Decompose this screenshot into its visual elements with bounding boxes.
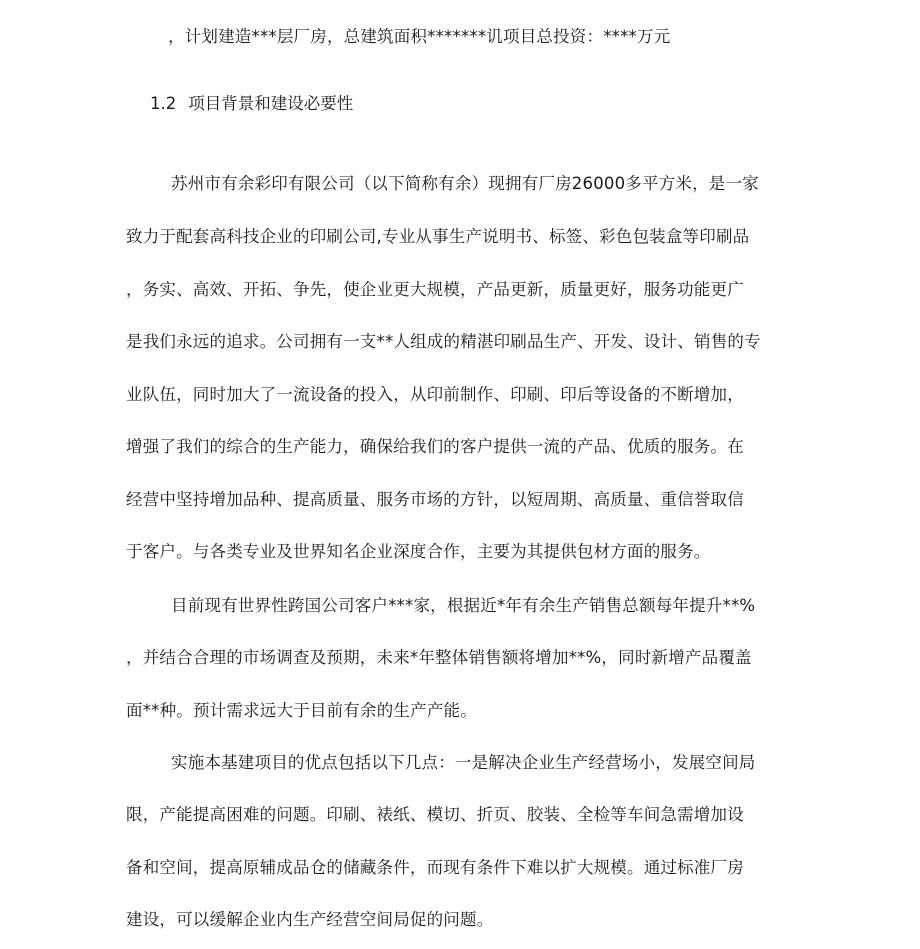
paragraph-1-line-3: ，务实、高效、开拓、争先，使企业更大规模，产品更新，质量更好，服务功能更广: [126, 280, 744, 299]
paragraph-1-line-8: 于客户。与各类专业及世界知名企业深度合作，主要为其提供包材方面的服务。: [126, 542, 711, 561]
paragraph-2-line-3: 面**种。预计需求远大于目前有余的生产产能。: [126, 701, 477, 720]
paragraph-3-line-3: 备和空间，提高原辅成品仓的储藏条件，而现有条件下难以扩大规模。通过标准厂房: [126, 858, 744, 877]
paragraph-1-line-2: 致力于配套高科技企业的印刷公司,专业从事生产说明书、标签、彩色包装盒等印刷品: [126, 227, 750, 246]
paragraph-3-line-2: 限，产能提高困难的问题。印刷、裱纸、模切、折页、胶装、全检等车间急需增加设: [126, 805, 744, 824]
section-heading: [150, 93, 353, 115]
paragraph-1-line-6: 增强了我们的综合的生产能力，确保给我们的客户提供一流的产品、优质的服务。在: [126, 437, 744, 456]
paragraph-3-line-4: 建设，可以缓解企业内生产经营空间局促的问题。: [126, 910, 494, 929]
top-line: ，计划建造***层厂房，总建筑面积*******讥项目总投资：****万元: [168, 27, 671, 46]
paragraph-2-line-2: ，并结合合理的市场调查及预期，未来*年整体销售额将增加**%，同时新增产品覆盖: [126, 648, 752, 667]
paragraph-1-line-4: 是我们永远的追求。公司拥有一支**人组成的精湛印刷品生产、开发、设计、销售的专: [126, 332, 761, 351]
paragraph-1-line-7: 经营中坚持增加品种、提高质量、服务市场的方针，以短周期、高质量、重信誉取信: [126, 490, 744, 509]
paragraph-1-line-1: 苏州市有余彩印有限公司（以下简称有余）现拥有厂房26000多平方米，是一家: [171, 174, 759, 193]
paragraph-2-line-1: 目前现有世界性跨国公司客户***家，根据近*年有余生产销售总额每年提升**%: [171, 596, 756, 615]
section-number: 1.2: [150, 94, 177, 113]
paragraph-1-line-5: 业队伍，同时加大了一流设备的投入，从印前制作、印刷、印后等设备的不断增加，: [126, 385, 744, 404]
paragraph-3-line-1: 实施本基建项目的优点包括以下几点：一是解决企业生产经营场小，发展空间局: [171, 753, 756, 772]
section-title: 项目背景和建设必要性: [188, 94, 354, 113]
